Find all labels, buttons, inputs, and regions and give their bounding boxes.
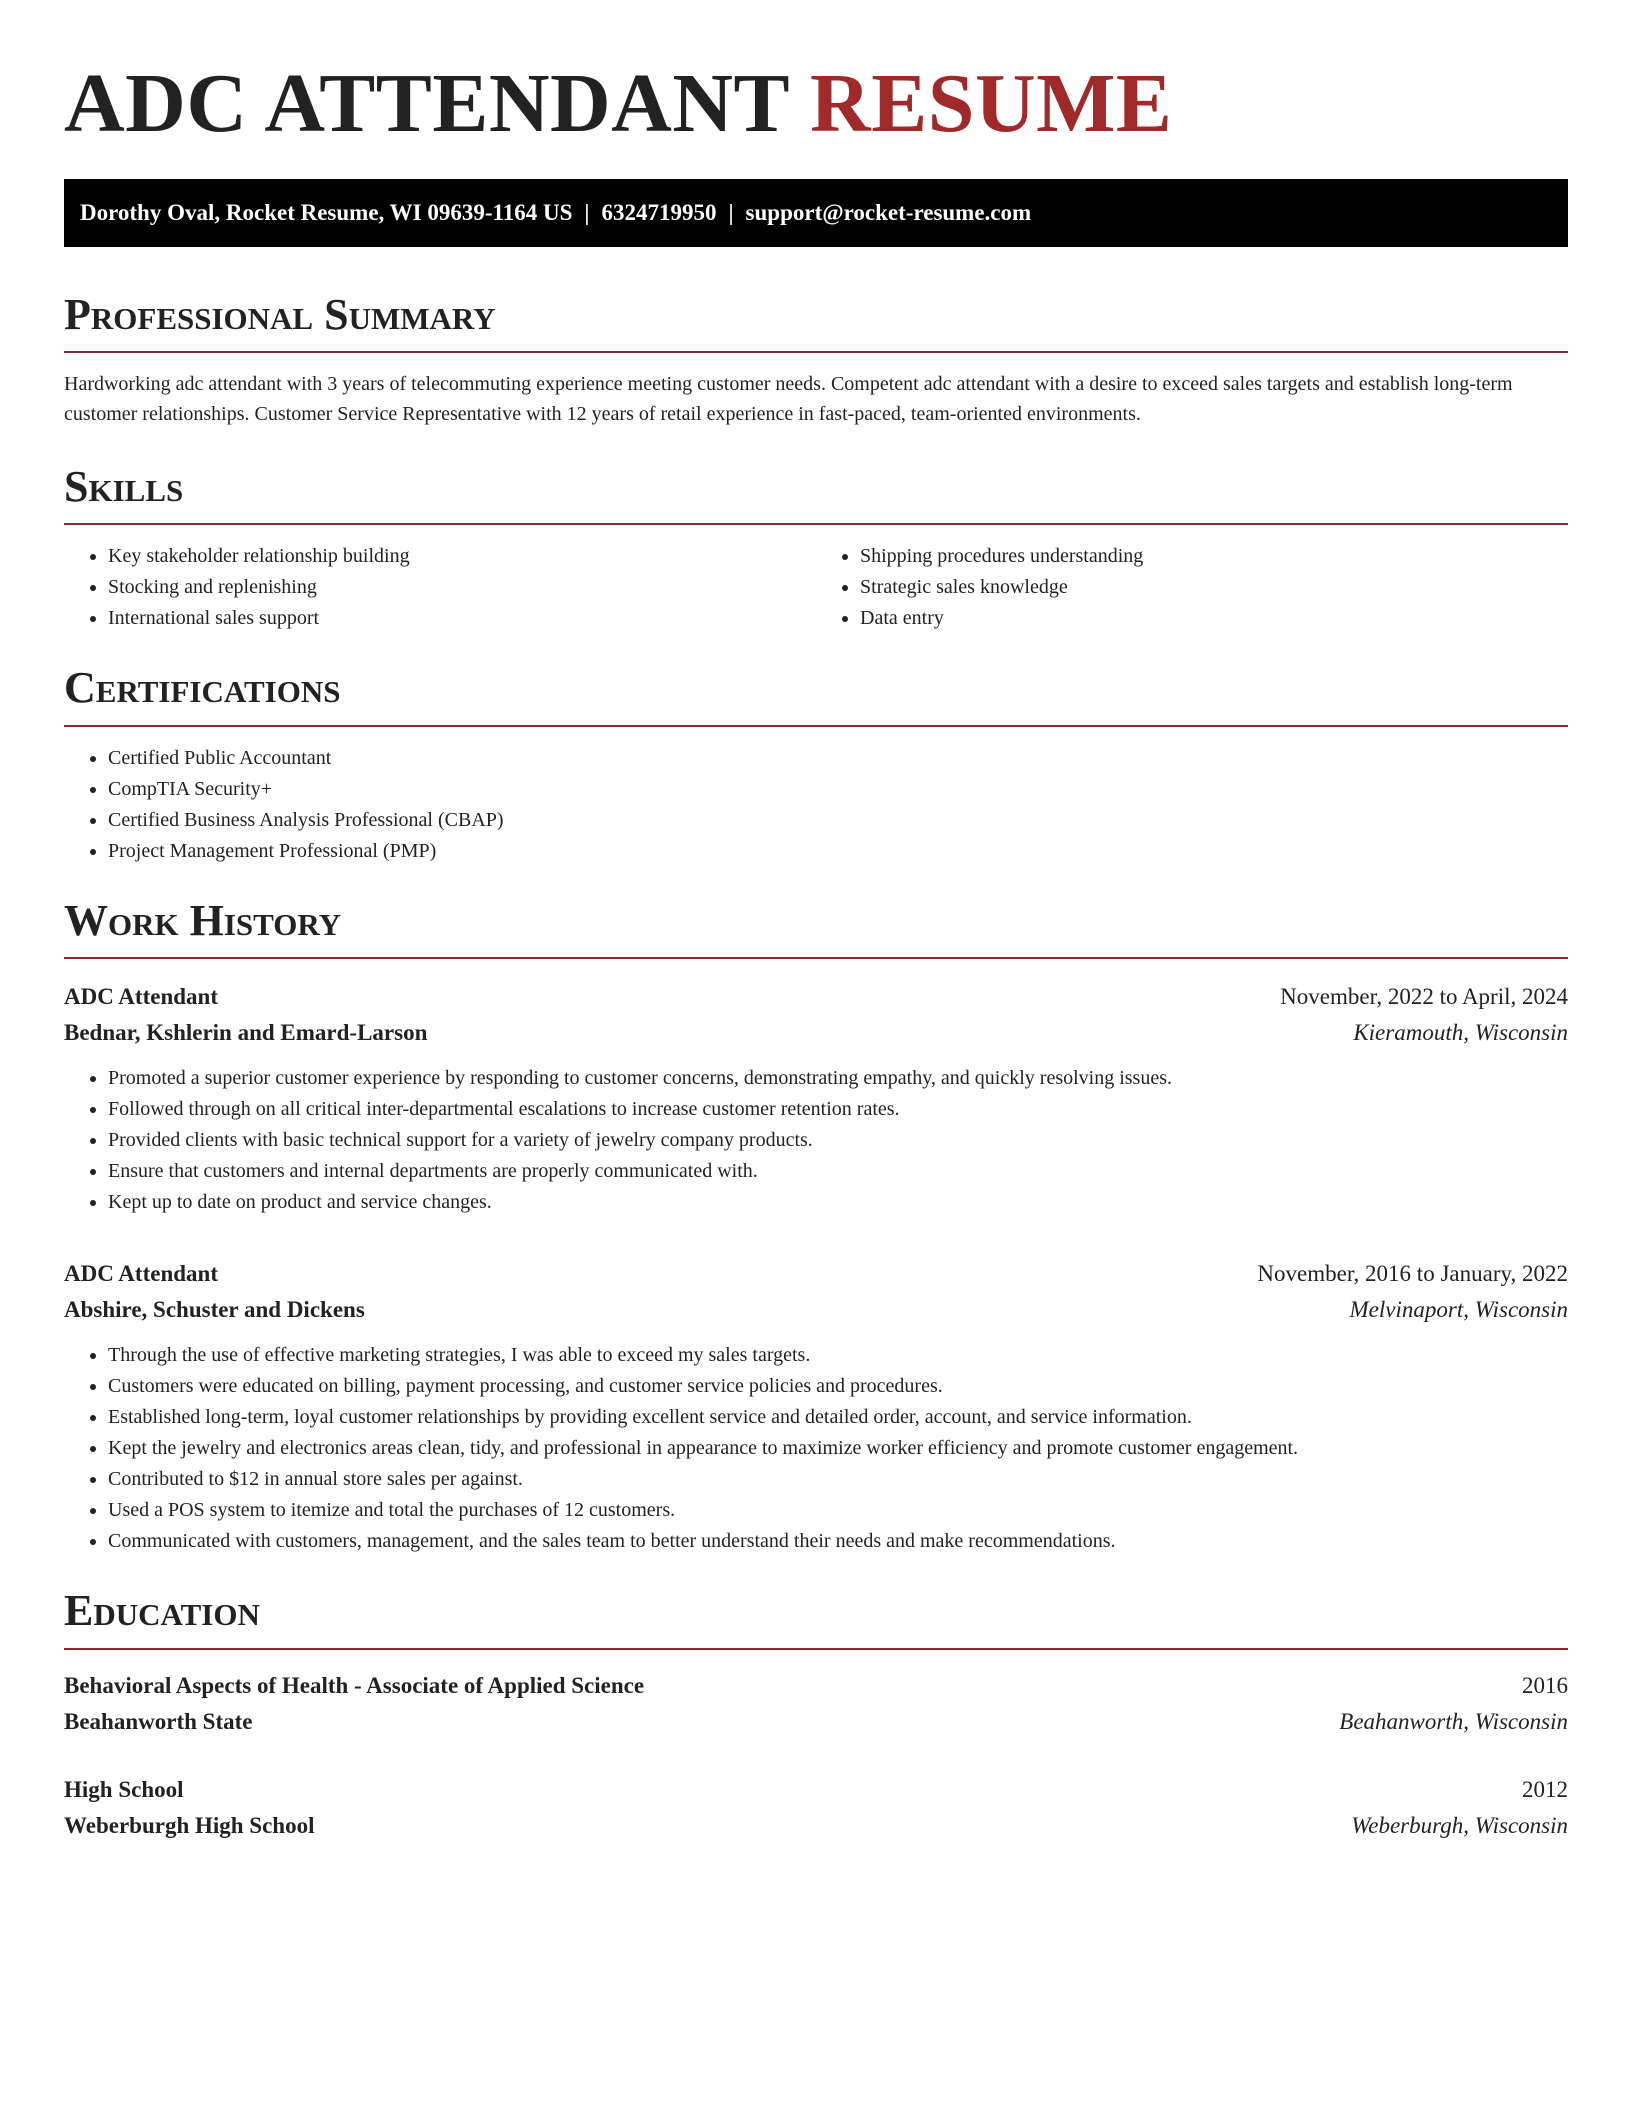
education-entry [64, 1772, 1568, 1844]
job-bullet: • Through the use of effective marketing strategies, I was able to exceed my sales targets. [108, 1340, 1568, 1371]
education-section [64, 1587, 1568, 1843]
skills-section [64, 463, 1568, 634]
certification-item: • Certified Business Analysis Professional (CBAP) [108, 805, 1568, 836]
resume-title-accent: RESUME [810, 57, 1173, 150]
contact-phone: 6324719950 [601, 199, 717, 225]
job-company: Bednar, Kshlerin and Emard-Larson [64, 1020, 428, 1046]
job-bullet: • Communicated with customers, management, and the sales team to better understand their needs and make recommendations. [108, 1526, 1568, 1557]
education-degree: Behavioral Aspects of Health - Associate of Applied Science [64, 1672, 645, 1698]
job-location: Kieramouth, Wisconsin [1353, 1020, 1568, 1046]
certification-item: • Certified Public Accountant [108, 743, 1568, 774]
summary-heading: Professional Summary [64, 291, 1568, 353]
certification-item: • Project Management Professional (PMP) [108, 836, 1568, 867]
job-bullet: • Promoted a superior customer experience by responding to customer concerns, demonstrating empathy, and quickly resolving issues. [108, 1063, 1568, 1094]
education-school: Weberburgh High School [64, 1812, 315, 1838]
job-bullet: • Customers were educated on billing, payment processing, and customer service policies and procedures. [108, 1371, 1568, 1402]
resume-title [64, 56, 1568, 153]
job-bullets [64, 1340, 1568, 1557]
job-bullet: • Contributed to $12 in annual store sales per against. [108, 1464, 1568, 1495]
work-history-section [64, 897, 1568, 1557]
education-degree: High School [64, 1776, 184, 1802]
work-history-heading: Work History [64, 897, 1568, 959]
contact-bar [64, 179, 1568, 247]
job-bullet: • Used a POS system to itemize and total the purchases of 12 customers. [108, 1495, 1568, 1526]
job-bullet: • Followed through on all critical inter-departmental escalations to increase customer retention rates. [108, 1094, 1568, 1125]
certifications-section [64, 664, 1568, 866]
contact-address: Dorothy Oval, Rocket Resume, WI 09639-1164 US [80, 199, 573, 225]
skill-item: • Strategic sales knowledge [860, 572, 1568, 603]
certifications-heading: Certifications [64, 664, 1568, 726]
job-entry [64, 979, 1568, 1218]
skill-item: • Stocking and replenishing [108, 572, 816, 603]
job-title: ADC Attendant [64, 984, 218, 1010]
job-location: Melvinaport, Wisconsin [1349, 1297, 1568, 1323]
job-dates: November, 2016 to January, 2022 [1257, 1261, 1568, 1287]
education-location: Beahanworth, Wisconsin [1339, 1708, 1568, 1734]
certification-item: • CompTIA Security+ [108, 774, 1568, 805]
skills-grid [64, 541, 1568, 634]
job-bullet: • Ensure that customers and internal departments are properly communicated with. [108, 1156, 1568, 1187]
summary-text: Hardworking adc attendant with 3 years of telecommuting experience meeting customer needs. Competent adc attendant with a desire to exceed sales targets and establish long-term customer relationships. Customer Service Representative with 12 years of retail experience in fast-paced, team-oriented environments. [64, 372, 1513, 425]
education-heading: Education [64, 1587, 1568, 1649]
education-year: 2012 [1522, 1776, 1568, 1802]
contact-separator: | [728, 199, 734, 225]
contact-email: support@rocket-resume.com [745, 199, 1032, 225]
summary-section [64, 291, 1568, 429]
certifications-list [64, 743, 1568, 867]
skill-item: • Key stakeholder relationship building [108, 541, 816, 572]
skill-item: • Data entry [860, 603, 1568, 634]
job-title: ADC Attendant [64, 1261, 218, 1287]
skills-heading: Skills [64, 463, 1568, 525]
skills-list-left [64, 541, 816, 634]
job-bullet: • Kept up to date on product and service changes. [108, 1187, 1568, 1218]
job-bullet: • Kept the jewelry and electronics areas clean, tidy, and professional in appearance to maximize worker efficiency and promote customer engagement. [108, 1433, 1568, 1464]
contact-separator: | [584, 199, 590, 225]
skills-list-right [816, 541, 1568, 634]
resume-title-main: ADC ATTENDANT [64, 57, 789, 150]
skill-item: • Shipping procedures understanding [860, 541, 1568, 572]
education-location: Weberburgh, Wisconsin [1351, 1812, 1568, 1838]
skill-item: • International sales support [108, 603, 816, 634]
job-dates: November, 2022 to April, 2024 [1280, 984, 1568, 1010]
education-entry [64, 1668, 1568, 1740]
job-bullet: • Established long-term, loyal customer relationships by providing excellent service and detailed order, account, and service information. [108, 1402, 1568, 1433]
education-school: Beahanworth State [64, 1708, 253, 1734]
job-bullet: • Provided clients with basic technical support for a variety of jewelry company products. [108, 1125, 1568, 1156]
education-year: 2016 [1522, 1672, 1568, 1698]
job-company: Abshire, Schuster and Dickens [64, 1297, 365, 1323]
job-bullets [64, 1063, 1568, 1218]
job-entry [64, 1256, 1568, 1557]
